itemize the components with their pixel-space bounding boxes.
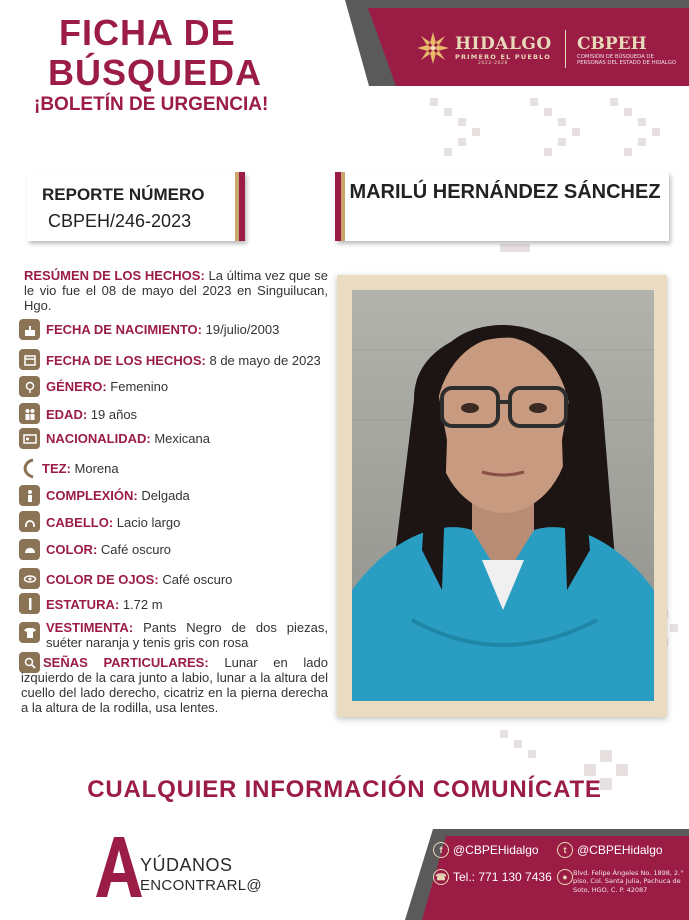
title-line-1: FICHA DE [59,12,236,53]
report-number: CBPEH/246-2023 [48,211,192,231]
face-icon [19,458,40,479]
complexion: COMPLEXIÓN: Delgada [46,488,190,503]
facebook-icon: f [433,842,449,858]
hair-icon [19,511,40,532]
shirt-icon [19,622,40,643]
hidalgo-logo-text: HIDALGO [455,34,552,54]
cbpeh-logo-text: CBPEH [577,34,647,54]
phone-number: Tel.: 771 130 7436 [453,870,552,884]
cake-icon [19,319,40,340]
facebook-link[interactable] [433,842,539,858]
call-to-action: CUALQUIER INFORMACIÓN COMUNÍCATE [87,776,602,803]
body-icon [19,485,40,506]
address-text: Blvd. Felipe Ángeles No. 1898, 2.° piso, Col. Santa Julia, Pachuca de Soto, HGO, C. P. 42087 [573,869,684,894]
resumen-hechos: RESÚMEN DE LOS HECHOS: La última vez que se le vio fue el 08 de mayo del 2023 en Singuilucan, Hgo. [24,268,328,313]
phone-icon: ☎ [433,869,449,885]
person-name: MARILÚ HERNÁNDEZ SÁNCHEZ [349,181,661,203]
id-card-icon [19,428,40,449]
twitter-link[interactable] [557,842,663,858]
tez: TEZ: Morena [42,461,119,476]
location-icon: ● [557,869,573,885]
title-line-2: BÚSQUEDA [48,52,263,93]
ayudanos-a-logo [94,835,142,899]
phone-link[interactable] [433,869,552,885]
hair-color-icon [19,539,40,560]
subtitle: ¡BOLETÍN DE URGENCIA! [34,94,269,115]
person-photo [352,290,654,701]
eye-icon [19,568,40,589]
calendar-icon [19,349,40,370]
report-label: REPORTE NÚMERO [42,185,205,204]
edad: EDAD: 19 años [46,407,138,422]
gender-icon [19,376,40,397]
people-icon [19,403,40,424]
nacionalidad: NACIONALIDAD: Mexicana [46,431,210,446]
twitter-handle: @CBPEHidalgo [577,843,663,857]
senas-particulares: SEÑAS PARTICULARES: Lunar en lado izquierdo de la cara junto a labio, lunar a la altura del cuello del lado derecho, cicatriz en la pierna derecha a la altura de la rodilla, usa lentes. [21,655,328,715]
logo-divider [565,30,566,68]
fecha-nacimiento: FECHA DE NACIMIENTO: 19/julio/2003 [46,322,280,337]
hidalgo-tagline: PRIMERO EL PUEBLO [455,53,552,61]
color-ojos: COLOR DE OJOS: Café oscuro [46,572,233,587]
ayudanos-line1: YÚDANOS [140,855,233,875]
twitter-icon: t [557,842,573,858]
vestimenta: VESTIMENTA: Pants Negro de dos piezas, suéter naranja y tenis gris con rosa [46,620,328,650]
hidalgo-years: 2022-2028 [478,61,508,66]
location-marker [557,869,573,885]
estatura: ESTATURA: 1.72 m [46,597,163,612]
ayudanos-line2: ENCONTRARL@ [140,877,262,894]
facebook-handle: @CBPEHidalgo [453,843,539,857]
genero: GÉNERO: Femenino [46,379,169,394]
color-cabello: COLOR: Café oscuro [46,542,171,557]
ruler-icon [19,593,40,614]
cbpeh-comision-text: COMISIÓN DE BÚSQUEDA DE PERSONAS DEL ESTADO DE HIDALGO [577,54,677,67]
cabello: CABELLO: Lacio largo [46,515,181,530]
fecha-hechos: FECHA DE LOS HECHOS: 8 de mayo de 2023 [46,353,321,368]
hidalgo-flower-icon [416,31,450,65]
